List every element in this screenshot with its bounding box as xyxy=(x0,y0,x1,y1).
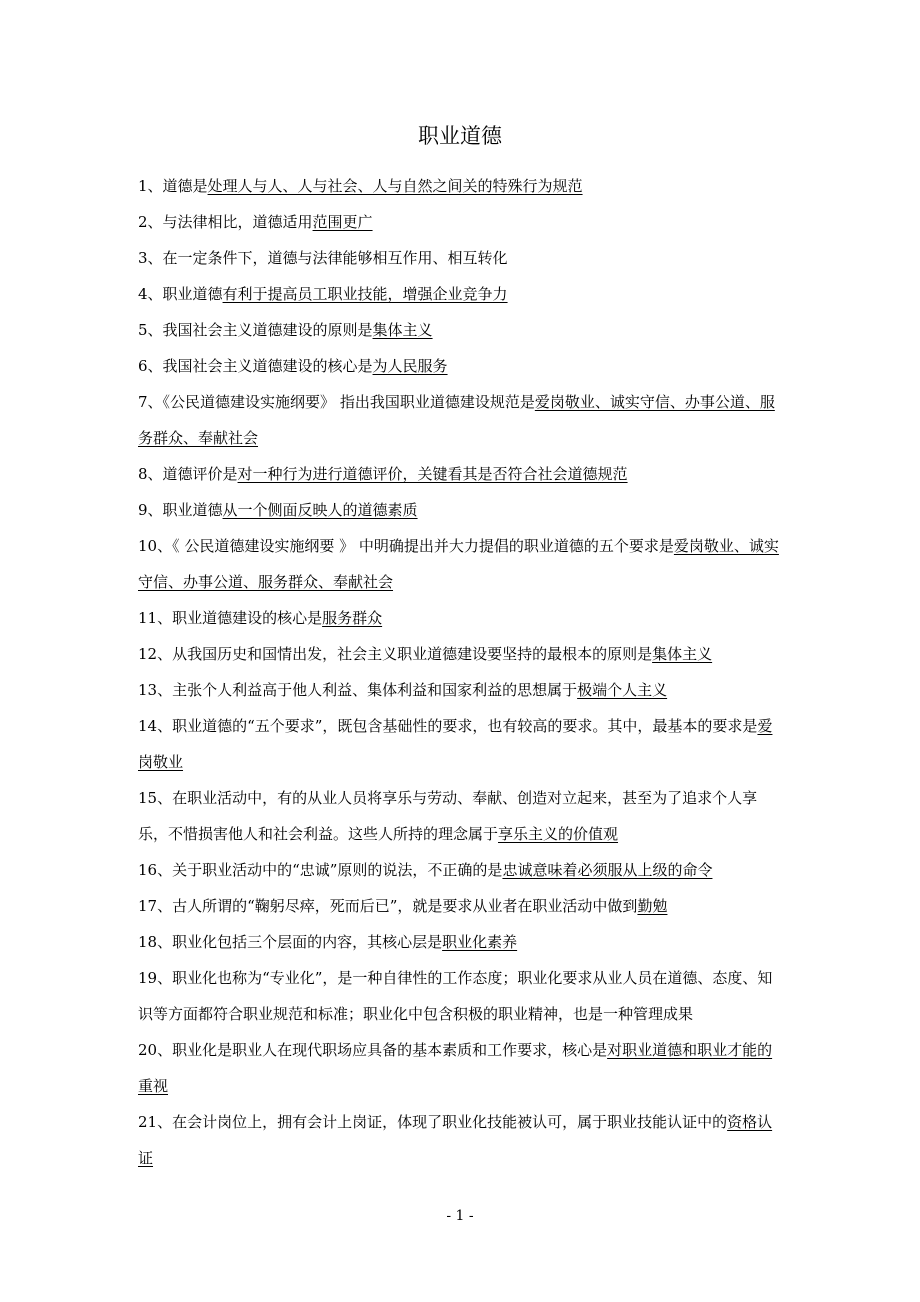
question-text: 15、在职业活动中，有的从业人员将享乐与劳动、奉献、创造对立起来，甚至为了追求个人享乐，不惜损害他人和社会利益。这些人所持的理念属于 xyxy=(138,789,758,843)
list-item xyxy=(138,852,786,888)
question-text: 12、从我国历史和国情出发，社会主义职业道德建设要坚持的最根本的原则是 xyxy=(138,645,653,663)
answer-text: 服务群众 xyxy=(322,609,383,627)
question-text: 14、职业道德的“五个要求”，既包含基础性的要求，也有较高的要求。其中，最基本的要求是 xyxy=(138,717,758,735)
page-number: - 1 - xyxy=(446,1208,474,1224)
question-text: 6、我国社会主义道德建设的核心是 xyxy=(138,357,373,375)
answer-text: 爱岗敬业、诚实守信、办事公道、服务群众、奉献社会 xyxy=(138,393,775,447)
question-text: 16、关于职业活动中的“忠诚”原则的说法，不正确的是 xyxy=(138,861,503,879)
question-text: 13、主张个人利益高于他人利益、集体利益和国家利益的思想属于 xyxy=(138,681,578,699)
answer-text: 享乐主义的价值观 xyxy=(498,825,619,843)
question-text: 8、道德评价是 xyxy=(138,465,238,483)
answer-text: 爱岗敬业 xyxy=(138,717,773,771)
answer-text: 集体主义 xyxy=(372,321,433,339)
question-text: 4、职业道德 xyxy=(138,285,223,303)
answer-text: 范围更广 xyxy=(312,213,373,231)
question-text: 21、在会计岗位上，拥有会计上岗证，体现了职业化技能被认可，属于职业技能认证中的 xyxy=(138,1113,728,1131)
list-item xyxy=(138,312,786,348)
list-item xyxy=(138,708,786,780)
question-text: 1、道德是 xyxy=(138,177,208,195)
question-text: 11、职业道德建设的核心是 xyxy=(138,609,323,627)
question-list xyxy=(138,168,786,1176)
question-text: 19、职业化也称为“专业化”，是一种自律性的工作态度；职业化要求从业人员在道德、态度、知识等方面都符合职业规范和标准；职业化中包含积极的职业精神，也是一种管理成果 xyxy=(138,969,773,1023)
question-text: 10、《 公民道德建设实施纲要 》 中明确提出并大力提倡的职业道德的五个要求是 xyxy=(138,537,674,555)
answer-text: 勤勉 xyxy=(637,897,668,915)
question-text: 20、职业化是职业人在现代职场应具备的基本素质和工作要求，核心是 xyxy=(138,1041,608,1059)
list-item xyxy=(138,888,786,924)
list-item xyxy=(138,672,786,708)
answer-text: 忠诚意味着必须服从上级的命令 xyxy=(502,861,713,879)
question-text: 2、与法律相比，道德适用 xyxy=(138,213,313,231)
answer-text: 对一种行为进行道德评价，关键看其是否符合社会道德规范 xyxy=(237,465,628,483)
question-text: 17、古人所谓的“鞠躬尽瘁，死而后已”，就是要求从业者在职业活动中做到 xyxy=(138,897,638,915)
question-text: 3、在一定条件下，道德与法律能够相互作用、相互转化 xyxy=(138,249,508,267)
list-item xyxy=(138,528,786,600)
answer-text: 从一个侧面反映人的道德素质 xyxy=(222,501,418,519)
answer-text: 职业化素养 xyxy=(442,933,518,951)
answer-text: 有利于提高员工职业技能，增强企业竞争力 xyxy=(222,285,508,303)
list-item xyxy=(138,636,786,672)
answer-text: 资格认证 xyxy=(138,1113,773,1167)
question-text: 9、职业道德 xyxy=(138,501,223,519)
answer-text: 集体主义 xyxy=(652,645,713,663)
list-item xyxy=(138,384,786,456)
list-item xyxy=(138,780,786,852)
list-item xyxy=(138,276,786,312)
question-text: 5、我国社会主义道德建设的原则是 xyxy=(138,321,373,339)
list-item xyxy=(138,492,786,528)
list-item xyxy=(138,1104,786,1176)
list-item xyxy=(138,240,786,276)
list-item xyxy=(138,348,786,384)
page-title: 职业道德 xyxy=(418,124,502,148)
answer-text: 处理人与人、人与社会、人与自然之间关的特殊行为规范 xyxy=(207,177,583,195)
list-item xyxy=(138,1032,786,1104)
answer-text: 对职业道德和职业才能的重视 xyxy=(138,1041,773,1095)
list-item xyxy=(138,168,786,204)
answer-text: 爱岗敬业、诚实守信、办事公道、服务群众、奉献社会 xyxy=(138,537,779,591)
list-item xyxy=(138,456,786,492)
answer-text: 为人民服务 xyxy=(372,357,448,375)
list-item xyxy=(138,600,786,636)
question-text: 7、《公民道德建设实施纲要》 指出我国职业道德建设规范是 xyxy=(138,393,535,411)
list-item xyxy=(138,960,786,1032)
question-text: 18、职业化包括三个层面的内容，其核心层是 xyxy=(138,933,443,951)
list-item xyxy=(138,924,786,960)
answer-text: 极端个人主义 xyxy=(577,681,668,699)
list-item xyxy=(138,204,786,240)
